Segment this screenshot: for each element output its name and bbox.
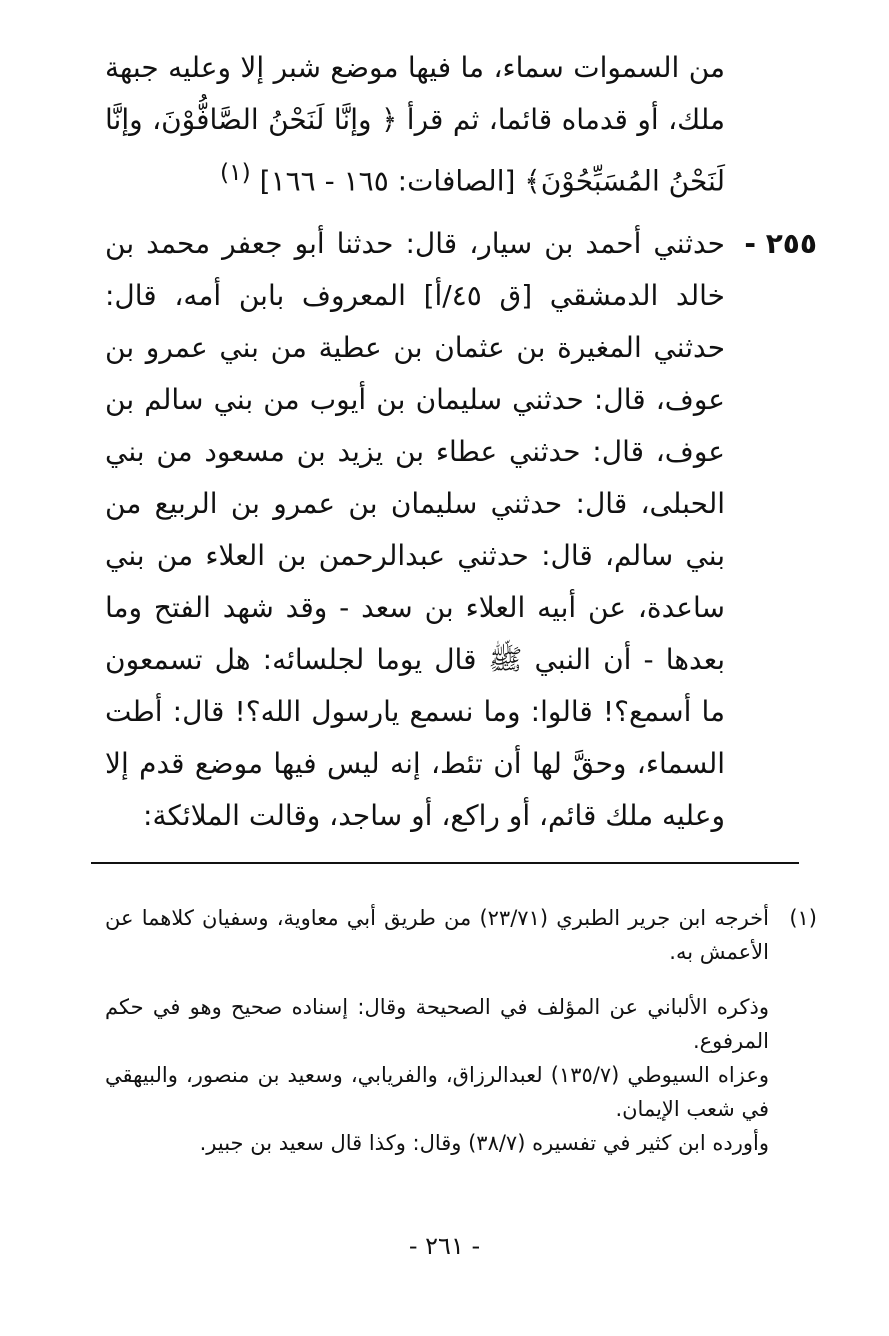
main-text-block (105, 42, 725, 207)
hadith-text: حدثني أحمد بن سيار، قال: حدثنا أبو جعفر محمد بن خالد الدمشقي [ق ٤٥/أ] المعروف بابن أمه، قال: حدثني المغيرة بن عثمان بن عطية من بني عمرو بن عوف، قال: حدثني سليمان بن أيوب من بني سالم بن عوف، قال: حدثني عطاء بن يزيد بن مسعود من بني الحبلى، قال: حدثني سليمان بن عمرو بن الربيع من بني سالم، قال: حدثني عبدالرحمن بن العلاء من بني ساعدة، عن أبيه العلاء بن سعد - وقد شهد الفتح وما بعدها - أن النبي ﷺ قال يوما لجلسائه: هل تسمعون ما أسمع؟! قالوا: وما نسمع يارسول الله؟! قال: أطت السماء، وحقَّ لها أن تئط، إنه ليس فيها موضع قدم إلا وعليه ملك قائم، أو راكع، أو ساجد، وقالت الملائكة: (105, 227, 725, 832)
footnote-reference: (١) (219, 158, 251, 186)
footnotes-section (105, 880, 817, 1160)
main-text-paragraph (105, 42, 725, 207)
main-text-continuation: من السموات سماء، ما فيها موضع شبر إلا وعليه جبهة ملك، أو قدماه قائما، ثم قرأ ﴿ وإنَّا لَنَحْنُ الصَّافُّوْنَ، وإنَّا لَنَحْنُ المُسَبِّحُوْنَ﴾ [الصافات: ١٦٥ - ١٦٦] (105, 51, 725, 198)
hadith-body (105, 218, 725, 842)
footnote-paragraph: وأورده ابن كثير في تفسيره (٣٨/٧) وقال: وكذا قال سعيد بن جبير. (199, 1131, 769, 1155)
footnote-marker: (١) (789, 906, 817, 930)
footnote-divider (91, 862, 799, 864)
hadith-number: ٢٥٥ - (744, 227, 817, 260)
footnote-item (105, 901, 817, 969)
page-number: - ٢٦١ - (408, 1232, 481, 1260)
footnote-paragraph: وعزاه السيوطي (١٣٥/٧) لعبدالرزاق، والفريابي، وسعيد بن منصور، والبيهقي في شعب الإيمان. (105, 1063, 769, 1121)
footnote-paragraph: أخرجه ابن جرير الطبري (٢٣/٧١) من طريق أبي معاوية، وسفيان كلاهما عن الأعمش به. (105, 906, 769, 964)
footnote-paragraph: وذكره الألباني عن المؤلف في الصحيحة وقال: إسناده صحيح وهو في حكم المرفوع. (105, 995, 769, 1053)
